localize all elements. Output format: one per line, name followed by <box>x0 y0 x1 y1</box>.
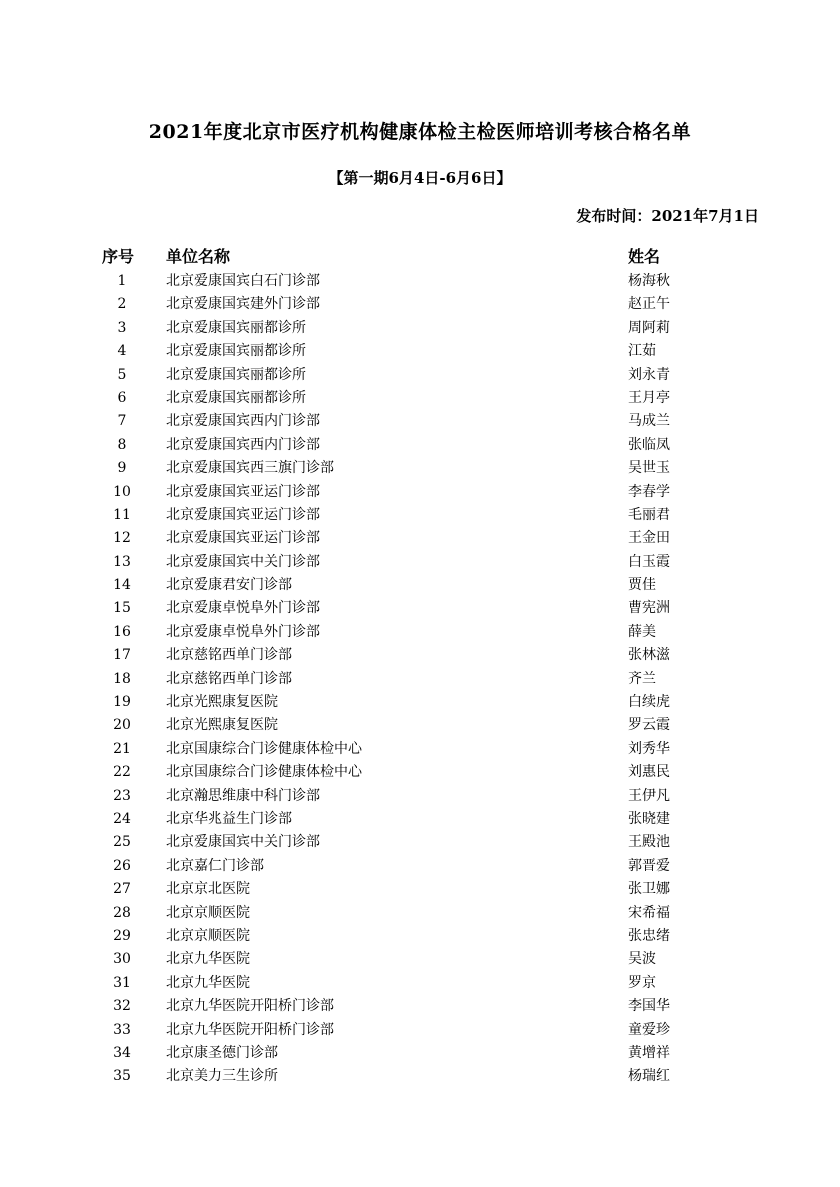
row-unit: 北京光熙康复医院 <box>166 694 278 711</box>
table-row <box>0 410 840 433</box>
row-seq: 13 <box>113 553 131 570</box>
table-row <box>0 574 840 597</box>
table-row <box>0 1042 840 1065</box>
row-name: 毛丽君 <box>628 506 670 523</box>
row-unit: 北京爱康国宾丽都诊所 <box>166 389 306 406</box>
table-row <box>0 504 840 527</box>
row-name: 齐兰 <box>628 670 656 687</box>
row-unit: 北京爱康国宾亚运门诊部 <box>166 530 320 547</box>
row-seq: 14 <box>113 577 131 594</box>
row-name: 刘惠民 <box>628 764 670 781</box>
row-seq: 3 <box>117 319 127 336</box>
row-seq: 25 <box>113 834 131 851</box>
row-name: 宋希福 <box>628 904 670 921</box>
row-seq: 20 <box>113 717 131 734</box>
table-row <box>0 902 840 925</box>
table-row <box>0 831 840 854</box>
table-row <box>0 387 840 410</box>
row-unit: 北京爱康国宾西内门诊部 <box>166 413 320 430</box>
table-row <box>0 644 840 667</box>
row-seq: 34 <box>113 1044 131 1061</box>
header-unit: 单位名称 <box>166 247 231 266</box>
row-unit: 北京慈铭西单门诊部 <box>166 647 292 664</box>
row-name: 郭晋爱 <box>628 857 670 874</box>
table-row <box>0 948 840 971</box>
row-name: 白续虎 <box>628 694 670 711</box>
row-name: 王殿池 <box>628 834 670 851</box>
row-name: 黄增祥 <box>628 1044 670 1061</box>
row-seq: 7 <box>117 413 127 430</box>
table-row <box>0 855 840 878</box>
table-row <box>0 1019 840 1042</box>
row-unit: 北京爱康国宾西内门诊部 <box>166 436 320 453</box>
table-row <box>0 434 840 457</box>
row-seq: 23 <box>113 787 131 804</box>
table-row <box>0 621 840 644</box>
row-seq: 4 <box>117 343 127 360</box>
row-seq: 22 <box>113 764 131 781</box>
row-seq: 32 <box>113 998 131 1015</box>
release-date: 发布时间：2021年7月1日 <box>576 207 759 225</box>
row-unit: 北京京北医院 <box>166 881 250 898</box>
row-name: 李国华 <box>628 998 670 1015</box>
table-row <box>0 808 840 831</box>
row-seq: 29 <box>113 927 131 944</box>
table-row <box>0 668 840 691</box>
row-unit: 北京慈铭西单门诊部 <box>166 670 292 687</box>
row-name: 马成兰 <box>628 413 670 430</box>
table-row <box>0 691 840 714</box>
row-unit: 北京康圣德门诊部 <box>166 1044 278 1061</box>
row-name: 王伊凡 <box>628 787 670 804</box>
row-name: 白玉霞 <box>628 553 670 570</box>
row-seq: 28 <box>113 904 131 921</box>
table-row <box>0 481 840 504</box>
row-unit: 北京光熙康复医院 <box>166 717 278 734</box>
row-name: 童爱珍 <box>628 1021 670 1038</box>
row-name: 赵正午 <box>628 296 670 313</box>
table-row <box>0 527 840 550</box>
row-seq: 33 <box>113 1021 131 1038</box>
row-unit: 北京九华医院 <box>166 974 250 991</box>
row-unit: 北京爱康卓悦阜外门诊部 <box>166 600 320 617</box>
row-name: 李春学 <box>628 483 670 500</box>
row-unit: 北京京顺医院 <box>166 904 250 921</box>
table-row <box>0 551 840 574</box>
row-name: 周阿莉 <box>628 319 670 336</box>
row-name: 薛美 <box>628 623 656 640</box>
header-name: 姓名 <box>628 247 661 266</box>
row-name: 王金田 <box>628 530 670 547</box>
row-unit: 北京爱康国宾中关门诊部 <box>166 553 320 570</box>
table-row <box>0 995 840 1018</box>
row-name: 王月亭 <box>628 389 670 406</box>
table-row <box>0 972 840 995</box>
row-seq: 6 <box>117 389 127 406</box>
row-seq: 1 <box>117 273 127 289</box>
row-name: 张忠绪 <box>628 927 670 944</box>
table-row <box>0 761 840 784</box>
row-seq: 24 <box>113 810 131 827</box>
row-seq: 2 <box>117 296 127 313</box>
row-seq: 31 <box>113 974 131 991</box>
row-unit: 北京京顺医院 <box>166 927 250 944</box>
row-unit: 北京瀚思维康中科门诊部 <box>166 787 320 804</box>
table-row <box>0 785 840 808</box>
row-unit: 北京嘉仁门诊部 <box>166 857 264 874</box>
table-row <box>0 317 840 340</box>
row-name: 罗云霞 <box>628 717 670 734</box>
row-seq: 21 <box>113 740 131 757</box>
row-unit: 北京爱康国宾中关门诊部 <box>166 834 320 851</box>
row-unit: 北京爱康国宾丽都诊所 <box>166 319 306 336</box>
row-name: 张晓建 <box>628 810 670 827</box>
header-seq: 序号 <box>102 247 135 266</box>
row-seq: 9 <box>117 460 127 477</box>
table-body <box>0 270 840 1089</box>
table-row <box>0 340 840 363</box>
row-unit: 北京爱康国宾建外门诊部 <box>166 296 320 313</box>
table-row <box>0 925 840 948</box>
row-name: 张临凤 <box>628 436 670 453</box>
row-name: 吴世玉 <box>628 460 670 477</box>
row-unit: 北京爱康国宾丽都诊所 <box>166 343 306 360</box>
row-name: 杨瑞红 <box>628 1068 670 1085</box>
row-name: 江茹 <box>628 343 656 360</box>
row-seq: 18 <box>113 670 131 687</box>
row-seq: 11 <box>113 506 131 523</box>
row-unit: 北京九华医院开阳桥门诊部 <box>166 1021 334 1038</box>
row-unit: 北京爱康国宾亚运门诊部 <box>166 483 320 500</box>
period-subtitle: 【第一期6月4日-6月6日】 <box>328 169 512 187</box>
row-seq: 5 <box>117 366 127 383</box>
row-name: 刘永青 <box>628 366 670 383</box>
row-unit: 北京美力三生诊所 <box>166 1068 278 1085</box>
row-name: 张林滋 <box>628 647 670 664</box>
row-seq: 15 <box>113 600 131 617</box>
document-title: 2021年度北京市医疗机构健康体检主检医师培训考核合格名单 <box>148 121 692 143</box>
row-unit: 北京华兆益生门诊部 <box>166 810 292 827</box>
table-row <box>0 738 840 761</box>
table-row <box>0 293 840 316</box>
table-row <box>0 597 840 620</box>
row-seq: 27 <box>113 881 131 898</box>
row-unit: 北京爱康国宾西三旗门诊部 <box>166 460 334 477</box>
row-seq: 16 <box>113 623 131 640</box>
row-unit: 北京爱康国宾亚运门诊部 <box>166 506 320 523</box>
row-seq: 26 <box>113 857 131 874</box>
table-row <box>0 1065 840 1088</box>
table-row <box>0 457 840 480</box>
row-seq: 35 <box>113 1068 131 1085</box>
row-unit: 北京爱康君安门诊部 <box>166 577 292 594</box>
row-unit: 北京九华医院 <box>166 951 250 968</box>
row-seq: 19 <box>113 694 131 711</box>
table-header <box>0 244 840 268</box>
table-row <box>0 364 840 387</box>
row-seq: 8 <box>117 436 127 453</box>
row-unit: 北京九华医院开阳桥门诊部 <box>166 998 334 1015</box>
row-name: 张卫娜 <box>628 881 670 898</box>
row-name: 杨海秋 <box>628 273 670 289</box>
row-unit: 北京爱康国宾白石门诊部 <box>166 273 320 289</box>
row-name: 贾佳 <box>628 577 656 594</box>
row-unit: 北京爱康卓悦阜外门诊部 <box>166 623 320 640</box>
row-seq: 12 <box>113 530 131 547</box>
row-name: 曹宪洲 <box>628 600 670 617</box>
row-unit: 北京国康综合门诊健康体检中心 <box>166 764 362 781</box>
row-name: 刘秀华 <box>628 740 670 757</box>
row-unit: 北京国康综合门诊健康体检中心 <box>166 740 362 757</box>
row-name: 罗京 <box>628 974 656 991</box>
table-row <box>0 878 840 901</box>
row-seq: 17 <box>113 647 131 664</box>
row-name: 吴波 <box>628 951 656 968</box>
table-row <box>0 270 840 293</box>
row-unit: 北京爱康国宾丽都诊所 <box>166 366 306 383</box>
row-seq: 30 <box>113 951 131 968</box>
table-row <box>0 714 840 737</box>
row-seq: 10 <box>113 483 131 500</box>
